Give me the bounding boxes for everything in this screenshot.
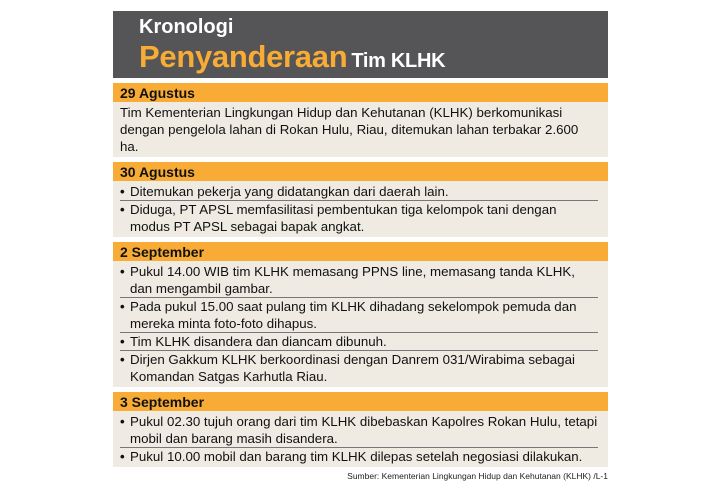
item-text: Pada pukul 15.00 saat pulang tim KLHK dihadang sekelompok pemuda dan mereka minta foto-foto dihapus. [130,299,577,331]
list-item [120,413,598,448]
source-credit: Sumber: Kementerian Lingkungan Hidup dan Kehutanan (KLHK) /L-1 [347,471,608,481]
list-item [120,263,598,298]
section-text: Tim Kementerian Lingkungan Hidup dan Kehutanan (KLHK) berkomunikasi dengan pengelola lahan di Rokan Hulu, Riau, ditemukan lahan terbakar 2.600 ha. [113,102,608,157]
section-body [113,181,608,237]
section-3-september [113,392,608,467]
title-banner [113,11,608,78]
section-body [113,261,608,387]
item-text: Pukul 10.00 mobil dan barang tim KLHK dilepas setelah negosiasi dilakukan. [130,449,583,464]
bullet-icon: • [120,414,125,429]
list-item [120,351,598,385]
section-2-september [113,242,608,387]
list-item [120,183,598,201]
bullet-icon: • [120,449,125,464]
section-date: 29 Agustus [113,83,608,102]
bullet-icon: • [120,184,125,199]
bullet-icon: • [120,264,125,279]
section-29-agustus [113,83,608,157]
section-30-agustus [113,162,608,237]
title-line1: Kronologi [139,16,234,38]
bullet-icon: • [120,299,125,314]
section-body [113,411,608,467]
list-item [120,448,598,465]
section-date: 30 Agustus [113,162,608,181]
item-text: Pukul 02.30 tujuh orang dari tim KLHK dibebaskan Kapolres Rokan Hulu, tetapi mobil dan barang masih disandera. [130,414,598,446]
item-text: Tim KLHK disandera dan diancam dibunuh. [130,334,387,349]
title-highlight: Penyanderaan [139,39,348,74]
infographic [113,11,608,482]
list-item [120,201,598,235]
item-text: Ditemukan pekerja yang didatangkan dari daerah lain. [130,184,449,199]
section-date: 3 September [113,392,608,411]
item-text: Diduga, PT APSL memfasilitasi pembentukan tiga kelompok tani dengan modus PT APSL sebagai bapak angkat. [130,202,557,234]
bullet-icon: • [120,352,125,367]
list-item [120,333,598,351]
title-line2 [139,40,445,78]
title-rest: Tim KLHK [351,50,446,72]
bullet-icon: • [120,202,125,217]
item-text: Dirjen Gakkum KLHK berkoordinasi dengan Danrem 031/Wirabima sebagai Komandan Satgas Karhutla Riau. [130,352,575,384]
section-date: 2 September [113,242,608,261]
item-text: Pukul 14.00 WIB tim KLHK memasang PPNS line, memasang tanda KLHK, dan mengambil gambar. [130,264,575,296]
list-item [120,298,598,333]
bullet-icon: • [120,334,125,349]
